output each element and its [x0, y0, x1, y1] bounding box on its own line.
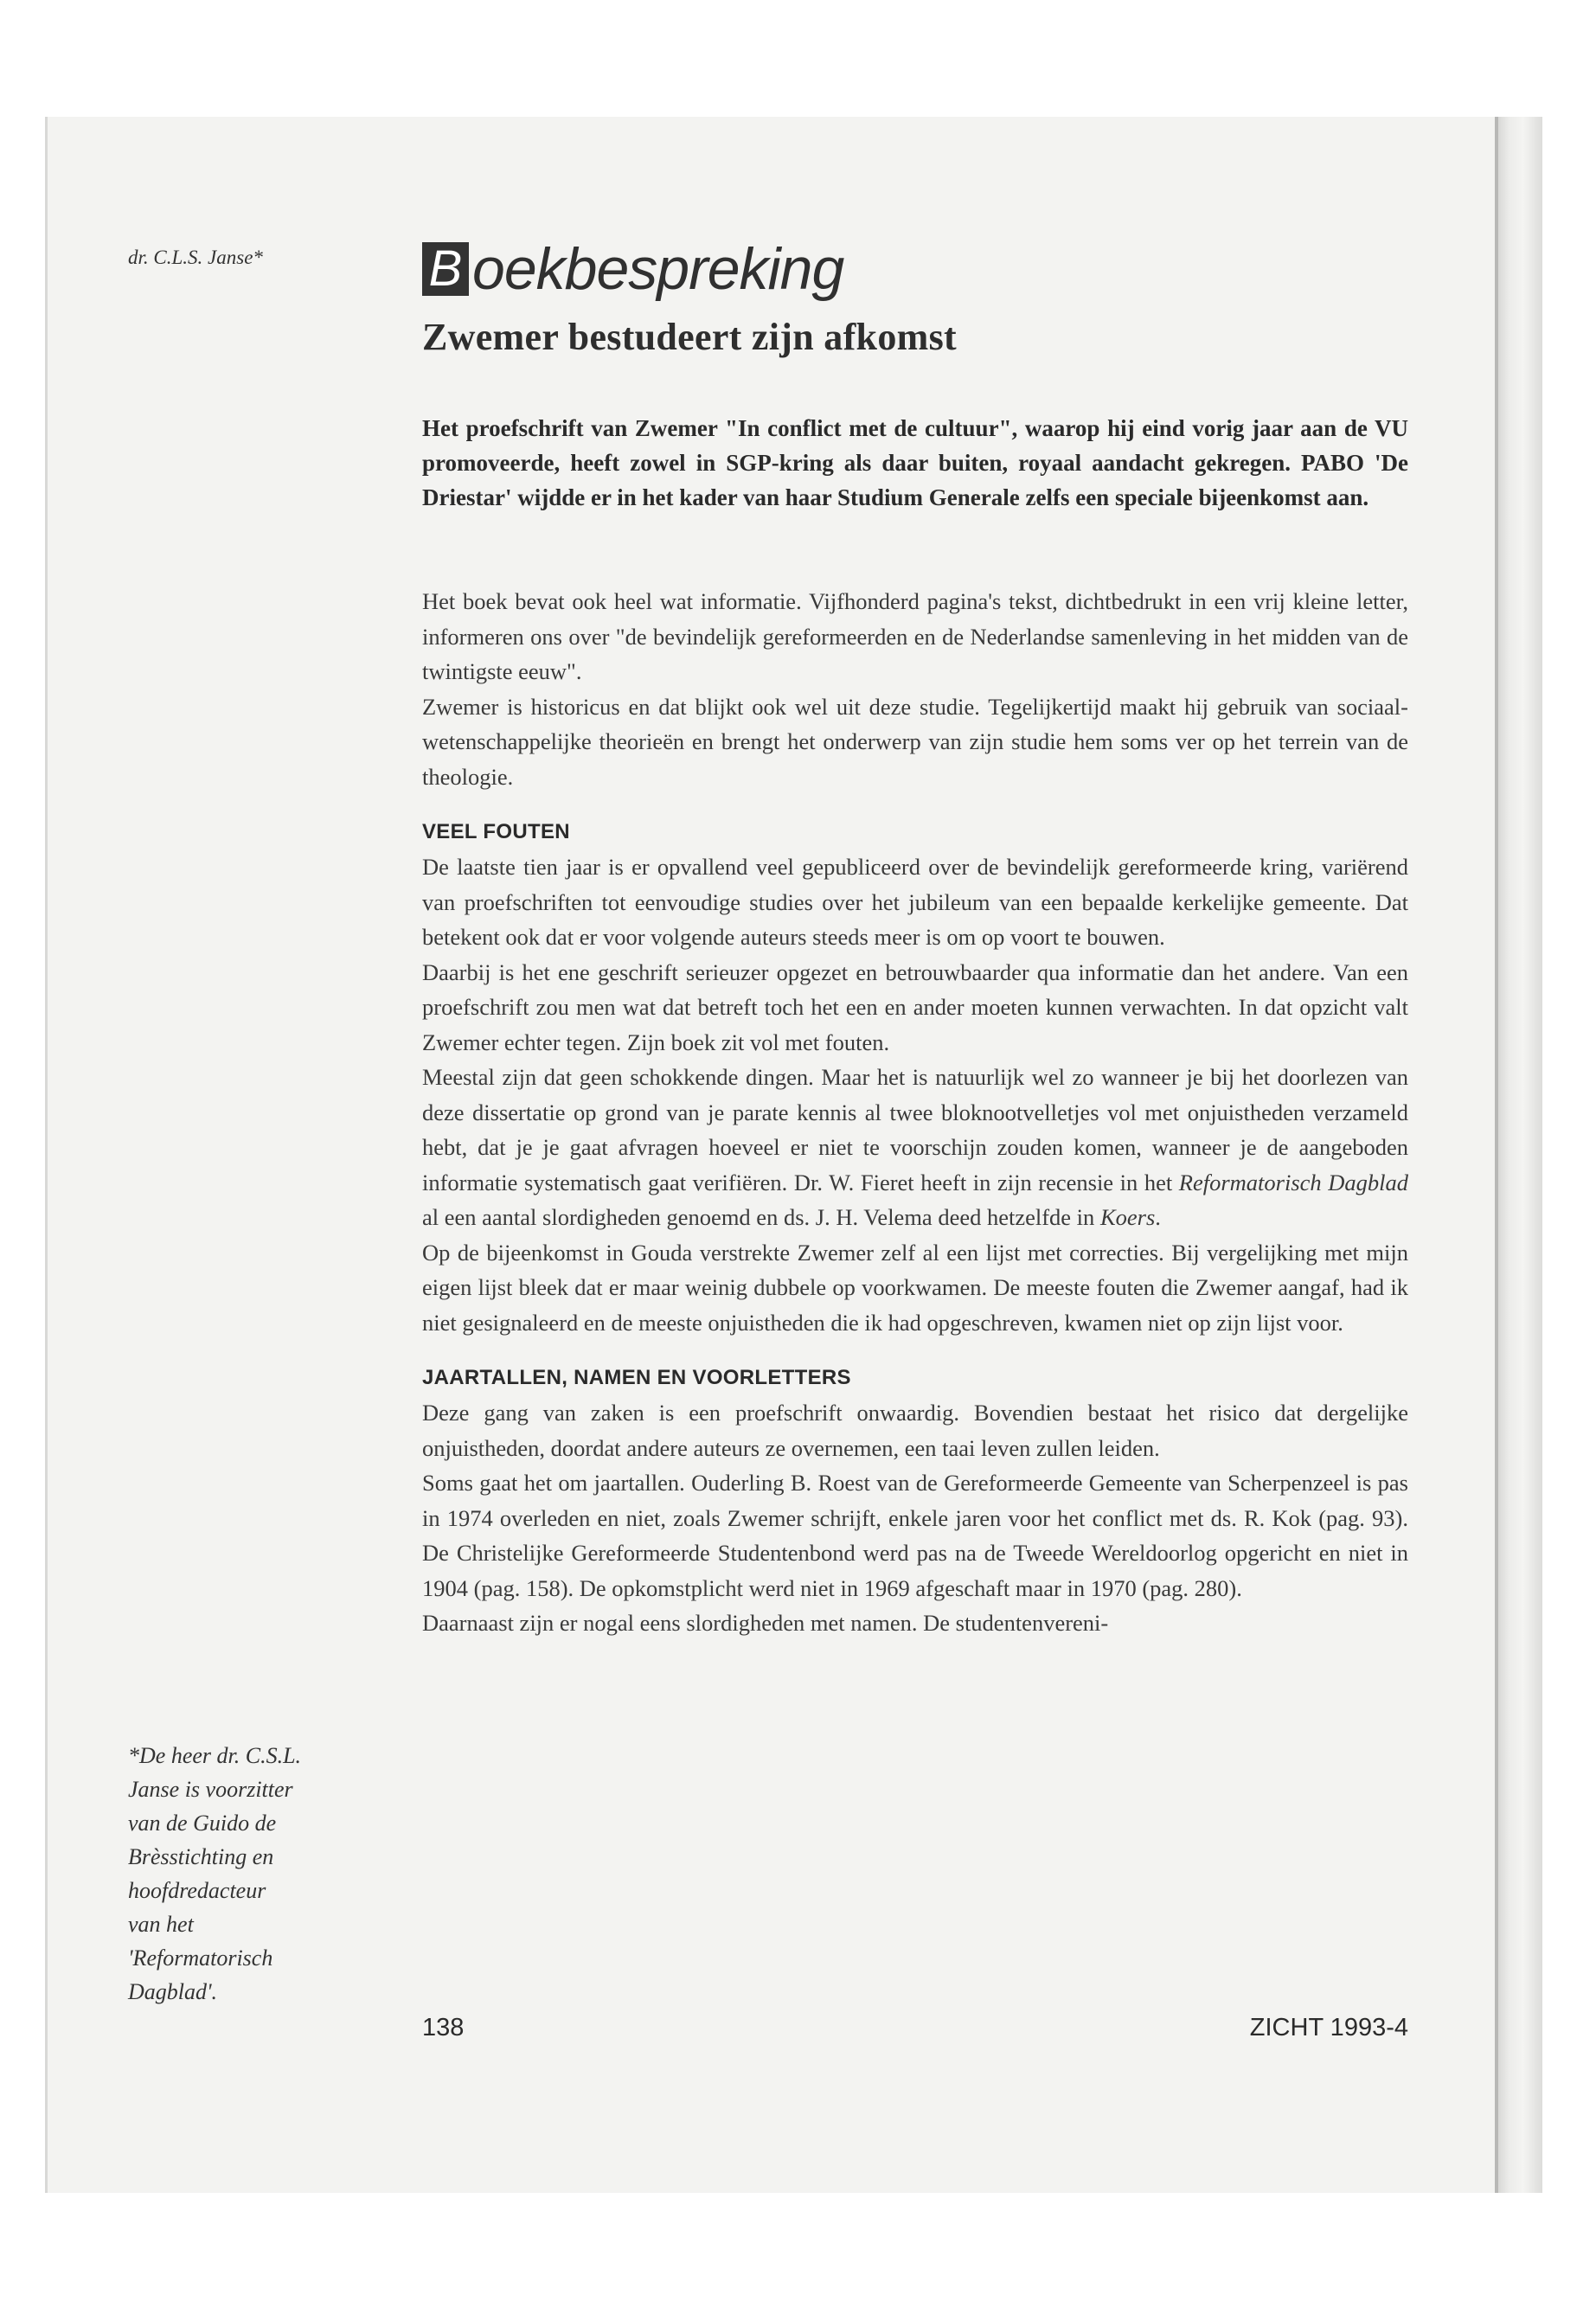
- text-run: al een aantal slordigheden genoemd en ds. J. H. Velema deed hetzelfde in: [422, 1204, 1095, 1230]
- paragraph: Zwemer is historicus en dat blijkt ook wel uit deze studie. Tegelijkertijd maakt hij gebruik van sociaal-wetenschappelijke theorieën en brengt het onderwerp van zijn studie hem soms ver op het terrein van de theologie.: [422, 693, 1408, 790]
- footnote-line: hoofdredacteur: [128, 1878, 266, 1903]
- paragraph: Deze gang van zaken is een proefschrift onwaardig. Bovendien bestaat het risico dat dergelijke onjuistheden, doordat andere auteurs ze overnemen, een taai leven zullen leiden.: [422, 1400, 1408, 1461]
- publication-name: Reformatorisch Dagblad: [1178, 1169, 1408, 1195]
- section-initial: B: [422, 242, 469, 296]
- footnote-line: van de Guido de: [128, 1811, 277, 1836]
- author-byline: dr. C.L.S. Janse*: [128, 247, 263, 268]
- publication-label: ZICHT 1993-4: [1249, 2014, 1408, 2041]
- paragraph: Daarnaast zijn er nogal eens slordigheden met namen. De studentenvereni-: [422, 1610, 1109, 1636]
- paragraph: De laatste tien jaar is er opvallend veel gepubliceerd over de bevindelijk gereformeerde kring, variërend van proefschriften tot eenvoudige studies over het jubileum van een bepaalde kerkelijke gemeente. Dat betekent ook dat er voor volgende auteurs steeds meer is om op voort te bouwen.: [422, 854, 1408, 950]
- footnote-line: Janse is voorzitter: [128, 1777, 293, 1802]
- footnote-line: van het: [128, 1912, 194, 1937]
- subheading: VEEL FOUTEN: [422, 820, 570, 843]
- paragraph: [422, 1060, 1408, 1235]
- subheading: JAARTALLEN, NAMEN EN VOORLETTERS: [422, 1366, 851, 1389]
- publication-name: Koers: [1099, 1204, 1156, 1230]
- page-footer: [422, 2014, 1408, 2042]
- page-fold: [1495, 117, 1498, 2193]
- text-run: .: [1155, 1204, 1161, 1230]
- article-header: [422, 234, 1408, 359]
- paragraph: Daarbij is het ene geschrift serieuzer opgezet en betrouwbaarder qua informatie dan het andere. Van een proefschrift zou men wat dat betreft toch het een en ander moeten kunnen verwachten. In dat opzicht valt Zwemer echter tegen. Zijn boek zit vol met fouten.: [422, 958, 1408, 1055]
- footnote-line: Dagblad'.: [128, 1979, 218, 2004]
- paragraph: Soms gaat het om jaartallen. Ouderling B. Roest van de Gereformeerde Gemeente van Scherpenzeel is pas in 1974 overleden en niet, zoals Zwemer schrijft, enkele jaren voor het conflict met ds. R. Kok (pag. 93). De Christelijke Gereformeerde Studentenbond werd pas na de Tweede Wereldoorlog opgericht en niet in 1904 (pag. 158). De opkomstplicht werd niet in 1969 afgeschaft maar in 1970 (pag. 280).: [422, 1470, 1408, 1601]
- section-title: oekbespreking: [472, 236, 844, 302]
- footnote-line: Brèsstichting en: [128, 1844, 274, 1869]
- page-number: 138: [422, 2014, 465, 2041]
- text-run: Meestal zijn dat geen schokkende dingen. Maar het is natuurlijk wel zo wanneer je bij het doorlezen van deze dissertatie op grond van je parate kennis al twee bloknootvelletjes vol met onjuistheden verzameld hebt, dat je je gaat afvragen hoeveel er niet te voorschijn zouden komen, wanneer je de aangeboden informatie systematisch gaat verifiëren. Dr. W. Fieret heeft in zijn recensie in het: [422, 1064, 1408, 1195]
- paragraph: Het boek bevat ook heel wat informatie. Vijfhonderd pagina's tekst, dichtbedrukt in een vrij kleine letter, informeren ons over "de bevindelijk gereformeerden en de Nederlandse samenleving in het midden van de twintigste eeuw".: [422, 588, 1408, 684]
- article-lead: Het proefschrift van Zwemer "In conflict met de cultuur", waarop hij eind vorig jaar aan de VU promoveerde, heeft zowel in SGP-kring als daar buiten, royaal aandacht gekregen. PABO 'De Driestar' wijdde er in het kader van haar Studium Generale zelfs een speciale bijeenkomst aan.: [422, 415, 1408, 510]
- article-body: [422, 584, 1408, 1641]
- article-title: Zwemer bestudeert zijn afkomst: [422, 316, 957, 358]
- author-footnote: [128, 1739, 379, 2009]
- footnote-line: *De heer dr. C.S.L.: [128, 1743, 302, 1768]
- page-edge: [1495, 117, 1542, 2193]
- footnote-line: 'Reformatorisch: [128, 1945, 273, 1971]
- section-title-row: [422, 234, 1408, 304]
- paragraph: Op de bijeenkomst in Gouda verstrekte Zwemer zelf al een lijst met correcties. Bij vergelijking met mijn eigen lijst bleek dat er maar weinig dubbele op voorkwamen. De meeste fouten die Zwemer aangaf, had ik niet gesignaleerd en de meeste onjuistheden die ik had opgeschreven, kwamen niet op zijn lijst voor.: [422, 1239, 1408, 1336]
